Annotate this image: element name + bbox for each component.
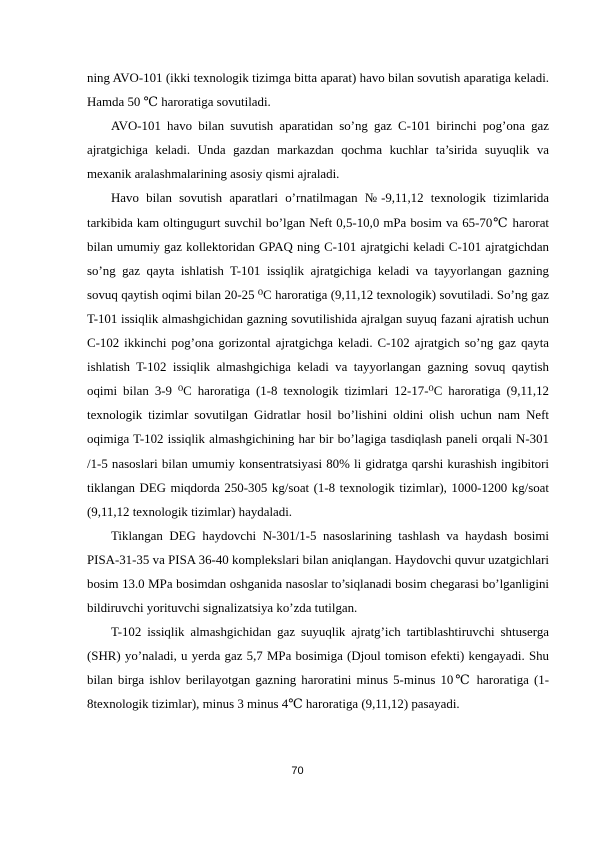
paragraph-1: ning AVO-101 (ikki texnologik tizimga bitta aparat) havo bilan sovutish aparatiga keladi. Hamda 50 ℃ haroratiga sovutiladi. <box>87 71 549 110</box>
paragraph-5: T-102 issiqlik almashgichidan gaz suyuqlik ajratg’ich tartiblashtiruvchi shtuserga (SHR) yo’naladi, u yerda gaz 5,7 MPa bosimiga (Djoul tomison efekti) kengayadi. Shu bilan birga ishlov berilayotgan gazning haroratini minus 5-minus 10℃ haroratiga (1-8texnologik tizimlar), minus 3 minus 4℃ haroratiga (9,11,12) pasayadi. <box>87 625 549 712</box>
page-number: 70 <box>291 765 304 777</box>
paragraph-4: Tiklangan DEG haydovchi N-301/1-5 nasoslarining tashlash va haydash bosimi PISA-31-35 va PISA 36-40 komplekslari bilan aniqlangan. Haydovchi quvur uzatgichlari bosim 13.0 MPa bosimdan oshganida nasoslar to’siqlanadi bosim chegarasi bo’lganligini bildiruvchi yorituvchi signalizatsiya ko’zda tutilgan. <box>87 528 549 616</box>
paragraph-3: Havo bilan sovutish aparatlari o’rnatilmagan №-9,11,12 texnologik tizimlarida tarkibida kam oltingugurt suvchil bo’lgan Neft 0,5-10,0 mPa bosim va 65-70℃ harorat bilan umumiy gaz kollektoridan GPAQ ning C-101 ajratgichi keladi C-101 ajratgichdan so’ng gaz qayta ishlatish T-101 issiqlik ajratgichiga keladi va tayyorlangan gazning sovuq qaytish oqimi bilan 20-25 ⁰C haroratiga (9,11,12 texnologik) sovutiladi. So’ng gaz T-101 issiqlik almashgichidan gazning sovutilishida ajralgan suyuq fazani ajratish uchun C-102 ikkinchi pog’ona gorizontal ajratgichga keladi. C-102 ajratgich so’ng gaz qayta ishlatish T-102 issiqlik almashgichiga keladi va tayyorlangan gazning sovuq qaytish oqimi bilan 3-9 ⁰C haroratiga (1-8 texnologik tizimlari 12-17-⁰C haroratiga (9,11,12 texnologik tizimlar sovutilgan Gidratlar hosil bo’lishini oldini olish uchun nam Neft oqimiga T-102 issiqlik almashgichining har bir bo’lagiga tasdiqlash paneli orqali N-301 /1-5 nasoslari bilan umumiy konsentratsiyasi 80% li gidratga qarshi kurashish ingibitori tiklangan DEG miqdorda 250-305 kg/soat (1-8 texnologik tizimlar), 1000-1200 kg/soat (9,11,12 texnologik tizimlar) haydaladi. <box>87 191 549 519</box>
document-page <box>87 66 549 717</box>
paragraph-2: AVO-101 havo bilan suvutish aparatidan so’ng gaz C-101 birinchi pog’ona gaz ajratgichiga keladi. Unda gazdan markazdan qochma kuchlar ta’sirida suyuqlik va mexanik aralashmalarining asosiy qismi ajraladi. <box>87 119 549 182</box>
